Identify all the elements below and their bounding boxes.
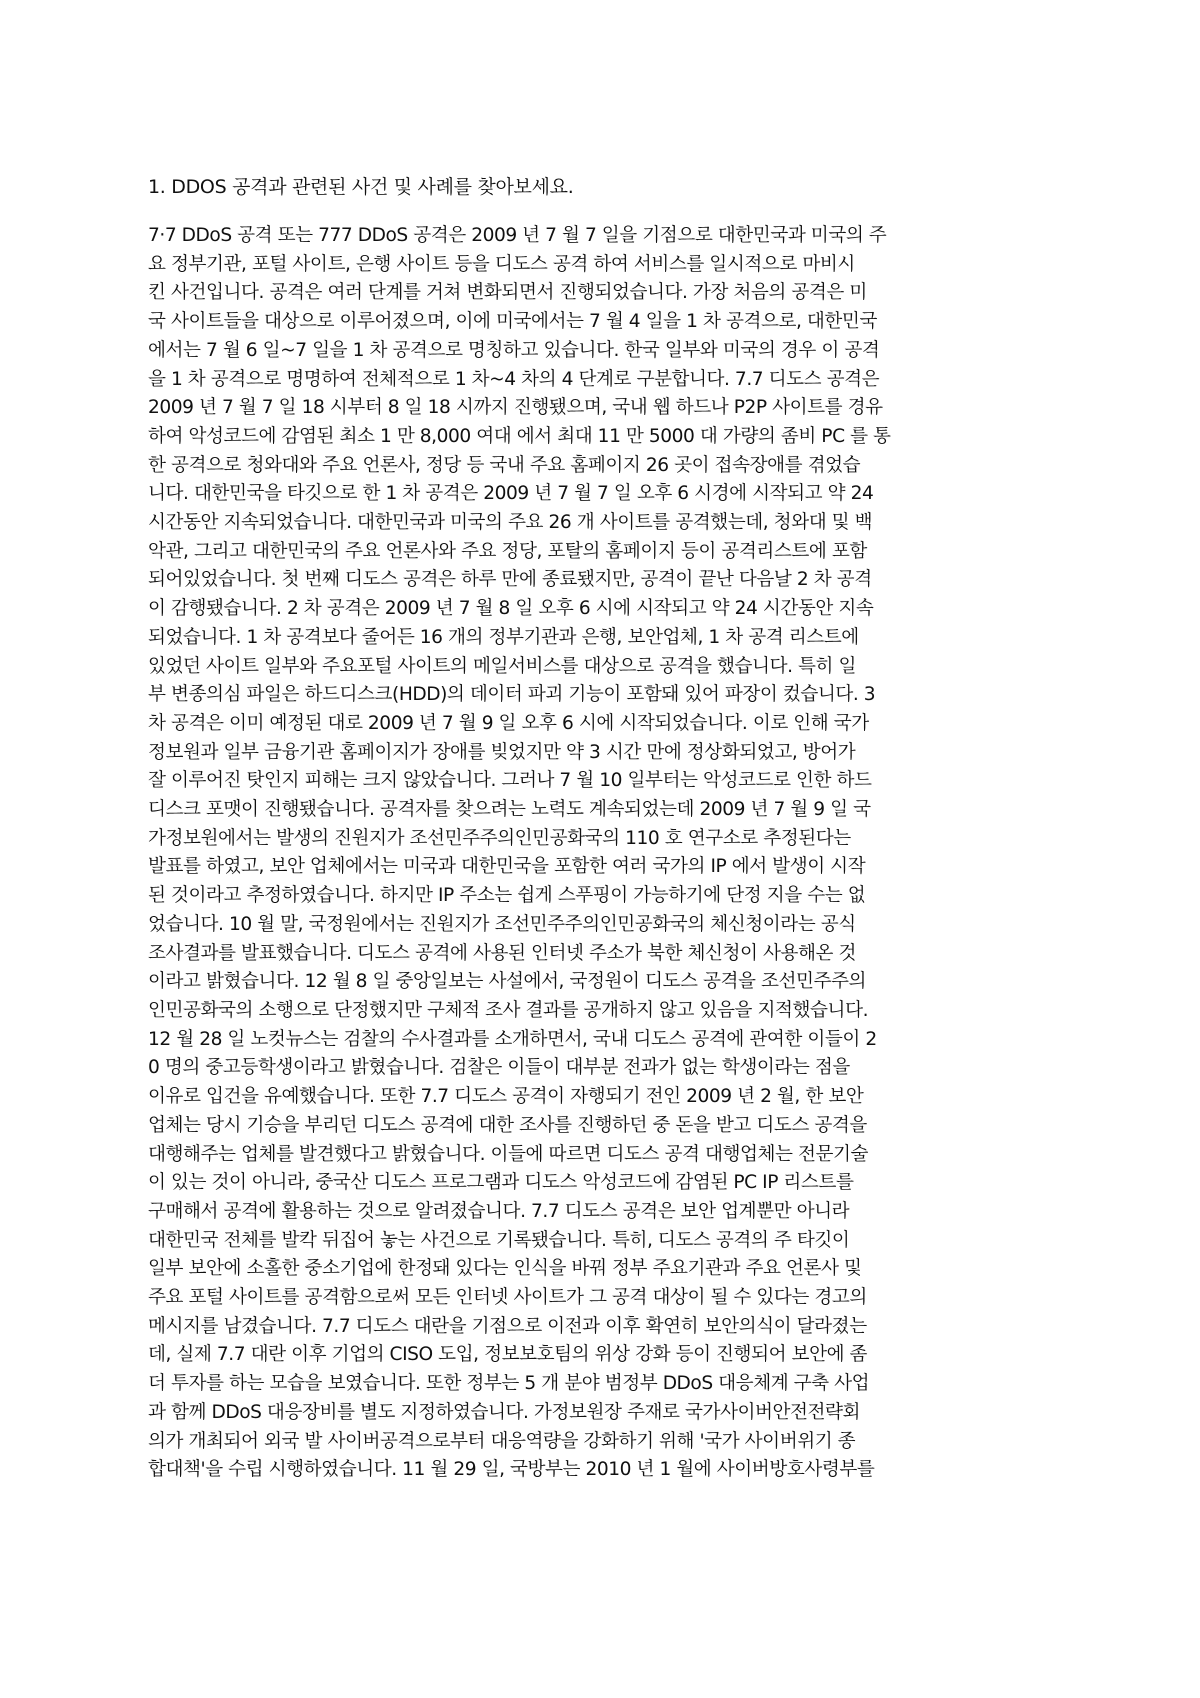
paragraph-line: 구매해서 공격에 활용하는 것으로 알려졌습니다. 7.7 디도스 공격은 보안 업계뿐만 아니라	[148, 1200, 850, 1222]
paragraph-line: 의가 개최되어 외국 발 사이버공격으로부터 대응역량을 강화하기 위해 '국가 사이버위기 종	[148, 1430, 856, 1452]
answer-paragraph	[148, 222, 1054, 1485]
paragraph-line: 이유로 입건을 유예했습니다. 또한 7.7 디도스 공격이 자행되기 전인 2009 년 2 월, 한 보안	[148, 1086, 864, 1108]
paragraph-line: 이라고 밝혔습니다. 12 월 8 일 중앙일보는 사설에서, 국정원이 디도스 공격을 조선민주주의	[148, 971, 867, 993]
paragraph-line: 합대책'을 수립 시행하였습니다. 11 월 29 일, 국방부는 2010 년 1 월에 사이버방호사령부를	[148, 1459, 875, 1481]
paragraph-line: 발표를 하였고, 보안 업체에서는 미국과 대한민국을 포함한 여러 국가의 IP 에서 발생이 시작	[148, 856, 866, 878]
paragraph-line: 부 변종의심 파일은 하드디스크(HDD)의 데이터 파괴 기능이 포함돼 있어 파장이 컸습니다. 3	[148, 684, 876, 706]
paragraph-line: 된 것이라고 추정하였습니다. 하지만 IP 주소는 쉽게 스푸핑이 가능하기에 단정 지을 수는 없	[148, 885, 866, 907]
paragraph-line: 있었던 사이트 일부와 주요포털 사이트의 메일서비스를 대상으로 공격을 했습니다. 특히 일	[148, 655, 856, 677]
paragraph-line: 되어있었습니다. 첫 번째 디도스 공격은 하루 만에 종료됐지만, 공격이 끝난 다음날 2 차 공격	[148, 569, 872, 591]
paragraph-line: 요 정부기관, 포털 사이트, 은행 사이트 등을 디도스 공격 하여 서비스를 일시적으로 마비시	[148, 253, 855, 275]
paragraph-line: 하여 악성코드에 감염된 최소 1 만 8,000 여대 에서 최대 11 만 5000 대 가량의 좀비 PC 를 통	[148, 425, 891, 447]
paragraph-line: 니다. 대한민국을 타깃으로 한 1 차 공격은 2009 년 7 월 7 일 오후 6 시경에 시작되고 약 24	[148, 483, 874, 505]
paragraph-line: 이 감행됐습니다. 2 차 공격은 2009 년 7 월 8 일 오후 6 시에 시작되고 약 24 시간동안 지속	[148, 598, 874, 620]
paragraph-line: 차 공격은 이미 예정된 대로 2009 년 7 월 9 일 오후 6 시에 시작되었습니다. 이로 인해 국가	[148, 712, 869, 734]
paragraph-line: 주요 포털 사이트를 공격함으로써 모든 인터넷 사이트가 그 공격 대상이 될 수 있다는 경고의	[148, 1287, 867, 1309]
question-heading: 1. DDOS 공격과 관련된 사건 및 사례를 찾아보세요.	[148, 176, 574, 198]
paragraph-line: 과 함께 DDoS 대응장비를 별도 지정하였습니다. 가정보원장 주재로 국가사이버안전전략회	[148, 1401, 861, 1423]
paragraph-line: 일부 보안에 소홀한 중소기업에 한정돼 있다는 인식을 바꿔 정부 주요기관과 주요 언론사 및	[148, 1258, 862, 1280]
paragraph-line: 었습니다. 10 월 말, 국정원에서는 진원지가 조선민주주의인민공화국의 체신청이라는 공식	[148, 913, 856, 935]
paragraph-line: 정보원과 일부 금융기관 홈페이지가 장애를 빚었지만 약 3 시간 만에 정상화되었고, 방어가	[148, 741, 856, 763]
paragraph-line: 0 명의 중고등학생이라고 밝혔습니다. 검찰은 이들이 대부분 전과가 없는 학생이라는 점을	[148, 1057, 850, 1079]
paragraph-line: 킨 사건입니다. 공격은 여러 단계를 거쳐 변화되면서 진행되었습니다. 가장 처음의 공격은 미	[148, 282, 867, 304]
paragraph-line: 인민공화국의 소행으로 단정했지만 구체적 조사 결과를 공개하지 않고 있음을 지적했습니다.	[148, 999, 869, 1021]
paragraph-line: 에서는 7 월 6 일~7 일을 1 차 공격으로 명칭하고 있습니다. 한국 일부와 미국의 경우 이 공격	[148, 339, 880, 361]
paragraph-line: 12 월 28 일 노컷뉴스는 검찰의 수사결과를 소개하면서, 국내 디도스 공격에 관여한 이들이 2	[148, 1028, 877, 1050]
paragraph-line: 더 투자를 하는 모습을 보였습니다. 또한 정부는 5 개 분야 범정부 DDoS 대응체계 구축 사업	[148, 1373, 870, 1395]
paragraph-line: 잘 이루어진 탓인지 피해는 크지 않았습니다. 그러나 7 월 10 일부터는 악성코드로 인한 하드	[148, 770, 872, 792]
paragraph-line: 조사결과를 발표했습니다. 디도스 공격에 사용된 인터넷 주소가 북한 체신청이 사용해온 것	[148, 942, 856, 964]
paragraph-line: 국 사이트들을 대상으로 이루어졌으며, 이에 미국에서는 7 월 4 일을 1 차 공격으로, 대한민국	[148, 311, 877, 333]
paragraph-line: 메시지를 남겼습니다. 7.7 디도스 대란을 기점으로 이전과 이후 확연히 보안의식이 달라졌는	[148, 1315, 867, 1337]
paragraph-line: 을 1 차 공격으로 명명하여 전체적으로 1 차~4 차의 4 단계로 구분합니다. 7.7 디도스 공격은	[148, 368, 880, 390]
paragraph-line: 악관, 그리고 대한민국의 주요 언론사와 주요 정당, 포탈의 홈페이지 등이 공격리스트에 포함	[148, 540, 867, 562]
paragraph-line: 7·7 DDoS 공격 또는 777 DDoS 공격은 2009 년 7 월 7 일을 기점으로 대한민국과 미국의 주	[148, 225, 887, 246]
paragraph-line: 업체는 당시 기승을 부리던 디도스 공격에 대한 조사를 진행하던 중 돈을 받고 디도스 공격을	[148, 1114, 867, 1136]
paragraph-line: 이 있는 것이 아니라, 중국산 디도스 프로그램과 디도스 악성코드에 감염된 PC IP 리스트를	[148, 1172, 854, 1194]
paragraph-line: 가정보원에서는 발생의 진원지가 조선민주주의인민공화국의 110 호 연구소로 추정된다는	[148, 827, 851, 849]
paragraph-line: 대행해주는 업체를 발견했다고 밝혔습니다. 이들에 따르면 디도스 공격 대행업체는 전문기술	[148, 1143, 869, 1165]
paragraph-line: 시간동안 지속되었습니다. 대한민국과 미국의 주요 26 개 사이트를 공격했는데, 청와대 및 백	[148, 512, 873, 534]
document-page	[148, 172, 1054, 1485]
paragraph-line: 2009 년 7 월 7 일 18 시부터 8 일 18 시까지 진행됐으며, 국내 웹 하드나 P2P 사이트를 경유	[148, 397, 883, 419]
paragraph-line: 대한민국 전체를 발칵 뒤집어 놓는 사건으로 기록됐습니다. 특히, 디도스 공격의 주 타깃이	[148, 1229, 850, 1251]
paragraph-line: 한 공격으로 청와대와 주요 언론사, 정당 등 국내 주요 홈페이지 26 곳이 접속장애를 겪었습	[148, 454, 861, 476]
paragraph-line: 디스크 포맷이 진행됐습니다. 공격자를 찾으려는 노력도 계속되었는데 2009 년 7 월 9 일 국	[148, 799, 871, 821]
paragraph-line: 되었습니다. 1 차 공격보다 줄어든 16 개의 정부기관과 은행, 보안업체, 1 차 공격 리스트에	[148, 626, 859, 648]
paragraph-line: 데, 실제 7.7 대란 이후 기업의 CISO 도입, 정보보호팀의 위상 강화 등이 진행되어 보안에 좀	[148, 1344, 868, 1366]
